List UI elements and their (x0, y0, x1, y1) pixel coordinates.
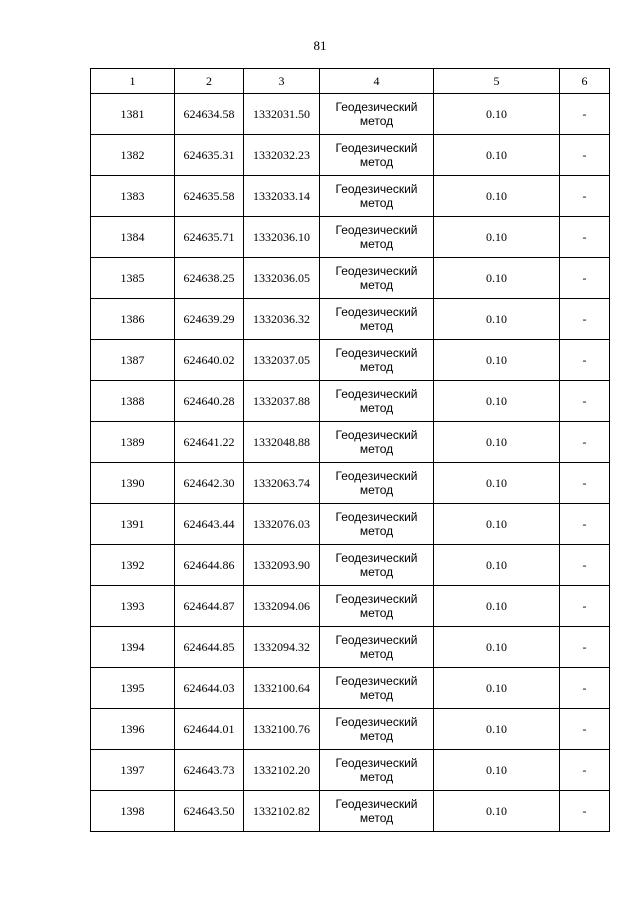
method-cell: Геодезический метод (320, 709, 434, 750)
method-cell: Геодезический метод (320, 340, 434, 381)
method-cell: Геодезический метод (320, 381, 434, 422)
column-header: 6 (560, 69, 610, 94)
note-cell: - (560, 94, 610, 135)
x-coordinate-cell: 624638.25 (175, 258, 244, 299)
accuracy-cell: 0.10 (434, 381, 560, 422)
point-number-cell: 1389 (91, 422, 175, 463)
accuracy-cell: 0.10 (434, 176, 560, 217)
x-coordinate-cell: 624643.50 (175, 791, 244, 832)
y-coordinate-cell: 1332100.76 (244, 709, 320, 750)
table-row (91, 340, 610, 381)
method-cell: Геодезический метод (320, 627, 434, 668)
table-row (91, 94, 610, 135)
table-row (91, 627, 610, 668)
page-number: 81 (313, 38, 327, 53)
accuracy-cell: 0.10 (434, 668, 560, 709)
x-coordinate-cell: 624635.58 (175, 176, 244, 217)
x-coordinate-cell: 624643.73 (175, 750, 244, 791)
note-cell: - (560, 340, 610, 381)
point-number-cell: 1390 (91, 463, 175, 504)
table-row (91, 217, 610, 258)
accuracy-cell: 0.10 (434, 504, 560, 545)
method-cell: Геодезический метод (320, 94, 434, 135)
note-cell: - (560, 504, 610, 545)
note-cell: - (560, 545, 610, 586)
accuracy-cell: 0.10 (434, 627, 560, 668)
accuracy-cell: 0.10 (434, 340, 560, 381)
point-number-cell: 1393 (91, 586, 175, 627)
y-coordinate-cell: 1332063.74 (244, 463, 320, 504)
note-cell: - (560, 135, 610, 176)
method-cell: Геодезический метод (320, 463, 434, 504)
method-cell: Геодезический метод (320, 135, 434, 176)
note-cell: - (560, 586, 610, 627)
x-coordinate-cell: 624644.03 (175, 668, 244, 709)
note-cell: - (560, 668, 610, 709)
point-number-cell: 1381 (91, 94, 175, 135)
y-coordinate-cell: 1332036.32 (244, 299, 320, 340)
table-row (91, 750, 610, 791)
table-row (91, 176, 610, 217)
x-coordinate-cell: 624641.22 (175, 422, 244, 463)
method-cell: Геодезический метод (320, 176, 434, 217)
point-number-cell: 1384 (91, 217, 175, 258)
column-header: 4 (320, 69, 434, 94)
point-number-cell: 1398 (91, 791, 175, 832)
accuracy-cell: 0.10 (434, 258, 560, 299)
x-coordinate-cell: 624644.01 (175, 709, 244, 750)
point-number-cell: 1388 (91, 381, 175, 422)
point-number-cell: 1396 (91, 709, 175, 750)
method-cell: Геодезический метод (320, 791, 434, 832)
note-cell: - (560, 750, 610, 791)
y-coordinate-cell: 1332048.88 (244, 422, 320, 463)
method-cell: Геодезический метод (320, 750, 434, 791)
method-cell: Геодезический метод (320, 586, 434, 627)
accuracy-cell: 0.10 (434, 791, 560, 832)
y-coordinate-cell: 1332076.03 (244, 504, 320, 545)
method-cell: Геодезический метод (320, 504, 434, 545)
column-header: 1 (91, 69, 175, 94)
x-coordinate-cell: 624644.85 (175, 627, 244, 668)
accuracy-cell: 0.10 (434, 586, 560, 627)
y-coordinate-cell: 1332094.32 (244, 627, 320, 668)
table-header-row (91, 69, 610, 94)
x-coordinate-cell: 624643.44 (175, 504, 244, 545)
point-number-cell: 1386 (91, 299, 175, 340)
point-number-cell: 1397 (91, 750, 175, 791)
y-coordinate-cell: 1332036.10 (244, 217, 320, 258)
accuracy-cell: 0.10 (434, 422, 560, 463)
table-row (91, 422, 610, 463)
y-coordinate-cell: 1332033.14 (244, 176, 320, 217)
method-cell: Геодезический метод (320, 545, 434, 586)
y-coordinate-cell: 1332093.90 (244, 545, 320, 586)
point-number-cell: 1382 (91, 135, 175, 176)
note-cell: - (560, 217, 610, 258)
accuracy-cell: 0.10 (434, 299, 560, 340)
method-cell: Геодезический метод (320, 422, 434, 463)
accuracy-cell: 0.10 (434, 463, 560, 504)
table-row (91, 504, 610, 545)
table-row (91, 791, 610, 832)
x-coordinate-cell: 624639.29 (175, 299, 244, 340)
y-coordinate-cell: 1332031.50 (244, 94, 320, 135)
column-header: 5 (434, 69, 560, 94)
y-coordinate-cell: 1332036.05 (244, 258, 320, 299)
point-number-cell: 1383 (91, 176, 175, 217)
y-coordinate-cell: 1332102.82 (244, 791, 320, 832)
method-cell: Геодезический метод (320, 299, 434, 340)
note-cell: - (560, 463, 610, 504)
coordinates-table (90, 68, 610, 832)
table-row (91, 299, 610, 340)
table-row (91, 709, 610, 750)
table-row (91, 135, 610, 176)
accuracy-cell: 0.10 (434, 217, 560, 258)
note-cell: - (560, 258, 610, 299)
note-cell: - (560, 709, 610, 750)
table-row (91, 586, 610, 627)
accuracy-cell: 0.10 (434, 709, 560, 750)
y-coordinate-cell: 1332037.05 (244, 340, 320, 381)
note-cell: - (560, 299, 610, 340)
x-coordinate-cell: 624644.86 (175, 545, 244, 586)
method-cell: Геодезический метод (320, 668, 434, 709)
point-number-cell: 1392 (91, 545, 175, 586)
y-coordinate-cell: 1332032.23 (244, 135, 320, 176)
accuracy-cell: 0.10 (434, 545, 560, 586)
y-coordinate-cell: 1332037.88 (244, 381, 320, 422)
table-row (91, 381, 610, 422)
point-number-cell: 1387 (91, 340, 175, 381)
x-coordinate-cell: 624635.31 (175, 135, 244, 176)
column-header: 2 (175, 69, 244, 94)
y-coordinate-cell: 1332100.64 (244, 668, 320, 709)
column-header: 3 (244, 69, 320, 94)
note-cell: - (560, 791, 610, 832)
method-cell: Геодезический метод (320, 217, 434, 258)
accuracy-cell: 0.10 (434, 94, 560, 135)
x-coordinate-cell: 624640.02 (175, 340, 244, 381)
table-row (91, 258, 610, 299)
accuracy-cell: 0.10 (434, 750, 560, 791)
x-coordinate-cell: 624634.58 (175, 94, 244, 135)
note-cell: - (560, 381, 610, 422)
point-number-cell: 1391 (91, 504, 175, 545)
accuracy-cell: 0.10 (434, 135, 560, 176)
note-cell: - (560, 627, 610, 668)
x-coordinate-cell: 624640.28 (175, 381, 244, 422)
table-row (91, 668, 610, 709)
x-coordinate-cell: 624644.87 (175, 586, 244, 627)
table-body (91, 69, 610, 832)
y-coordinate-cell: 1332102.20 (244, 750, 320, 791)
point-number-cell: 1394 (91, 627, 175, 668)
table-row (91, 545, 610, 586)
point-number-cell: 1385 (91, 258, 175, 299)
note-cell: - (560, 422, 610, 463)
table-row (91, 463, 610, 504)
point-number-cell: 1395 (91, 668, 175, 709)
x-coordinate-cell: 624642.30 (175, 463, 244, 504)
y-coordinate-cell: 1332094.06 (244, 586, 320, 627)
x-coordinate-cell: 624635.71 (175, 217, 244, 258)
note-cell: - (560, 176, 610, 217)
method-cell: Геодезический метод (320, 258, 434, 299)
